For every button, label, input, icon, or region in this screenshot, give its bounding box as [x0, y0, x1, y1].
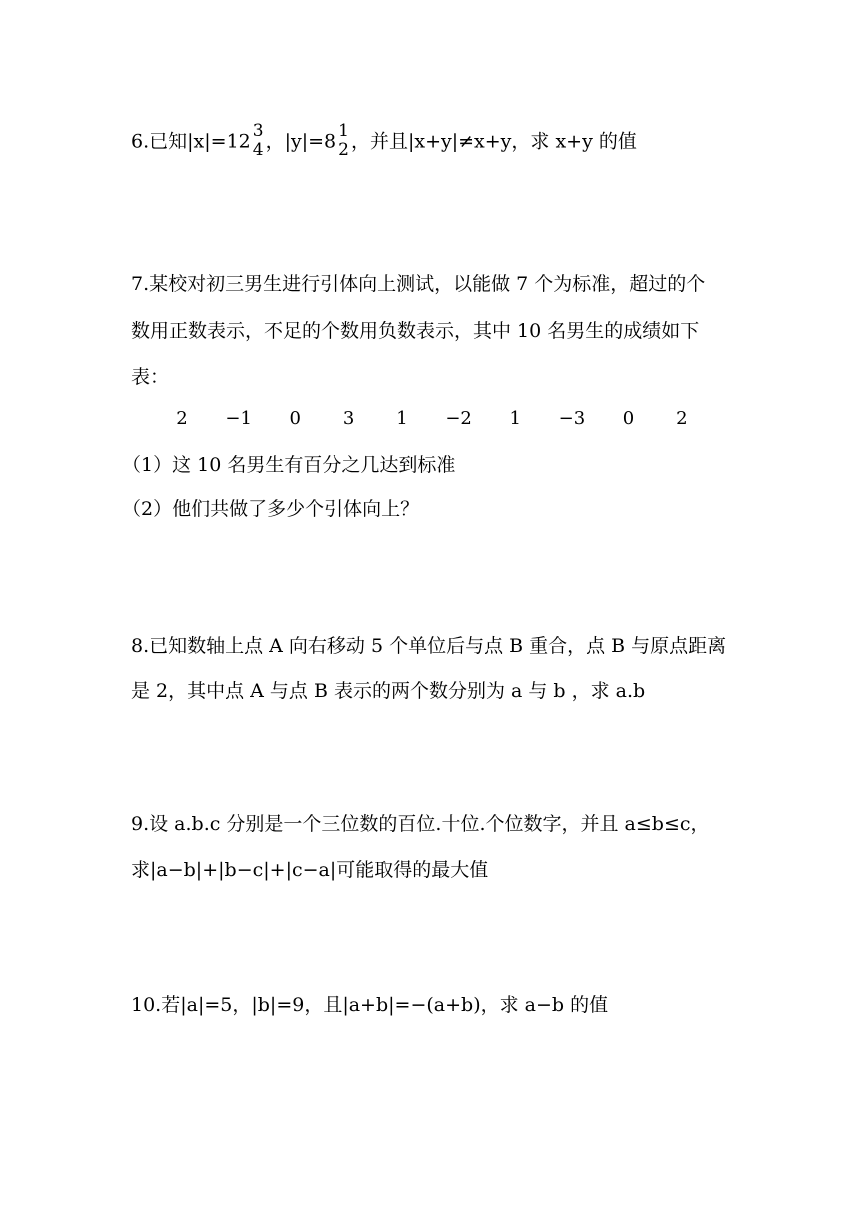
problem-7-line-3: 表：: [131, 366, 170, 388]
score-value: 1: [396, 408, 408, 429]
problem-6-suffix: ，并且|x+y|≠x+y，求 x+y 的值: [350, 130, 637, 153]
problem-10-line-1: 10.若|a|=5，|b|=9，且|a+b|=−(a+b)，求 a−b 的值: [131, 994, 609, 1016]
problem-7-line-1: 7.某校对初三男生进行引体向上测试，以能做 7 个为标准，超过的个: [131, 273, 706, 295]
score-row: [172, 410, 692, 428]
score-value: −3: [558, 408, 586, 429]
fraction-three-quarters: 3 4: [252, 121, 264, 160]
score-value: 2: [676, 408, 688, 429]
score-value: −1: [225, 408, 252, 429]
score-value: 0: [289, 408, 301, 429]
score-value: 0: [622, 408, 635, 429]
problem-8-line-1: 8.已知数轴上点 A 向右移动 5 个单位后与点 B 重合，点 B 与原点距离: [131, 635, 727, 657]
problem-6-prefix: 6.已知|x|=12: [131, 130, 251, 153]
problem-9-line-2: 求|a−b|+|b−c|+|c−a|可能取得的最大值: [131, 859, 489, 881]
score-value: 3: [342, 408, 355, 429]
problem-6-mid: ，|y|=8: [265, 130, 337, 153]
score-value: −2: [445, 408, 472, 429]
problem-8-line-2: 是 2，其中点 A 与点 B 表示的两个数分别为 a 与 b ，求 a.b: [131, 680, 646, 702]
problem-9-line-1: 9.设 a.b.c 分别是一个三位数的百位.十位.个位数字，并且 a≤b≤c，: [131, 813, 710, 835]
problem-7-line-2: 数用正数表示，不足的个数用负数表示，其中 10 名男生的成绩如下: [131, 320, 700, 342]
problem-7-question-1: （1）这 10 名男生有百分之几达到标准: [122, 454, 456, 476]
problem-7-question-2: （2）他们共做了多少个引体向上？: [122, 498, 420, 520]
score-value: 2: [176, 408, 188, 429]
problem-6: [131, 121, 637, 161]
score-value: 1: [509, 408, 521, 429]
fraction-one-half: 1 2: [338, 121, 349, 160]
